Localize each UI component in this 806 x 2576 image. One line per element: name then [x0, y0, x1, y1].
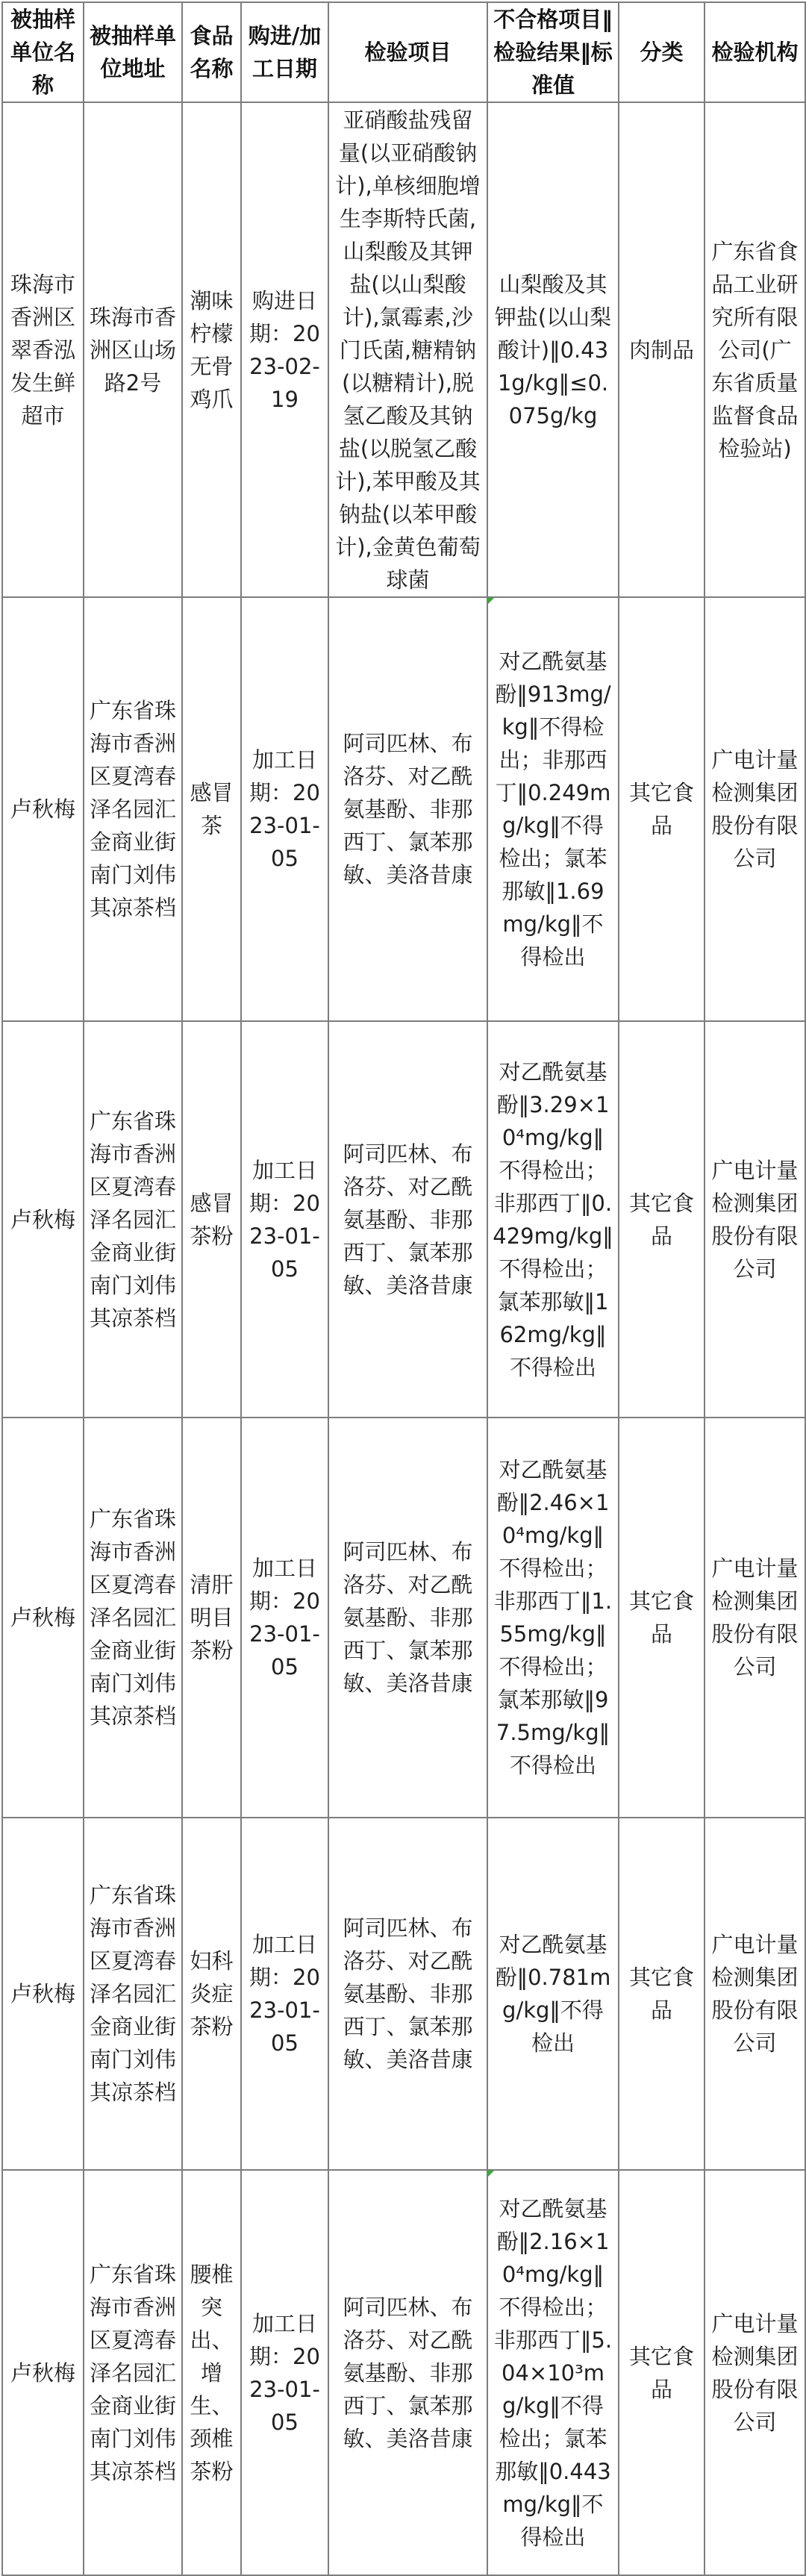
- cell-food: 感冒茶: [182, 597, 241, 1021]
- cell-agency: 广电计量检测集团股份有限公司: [705, 1818, 805, 2170]
- cell-category: 其它食品: [619, 1021, 705, 1418]
- cell-date: 加工日期：2023-01-05: [241, 1418, 328, 1818]
- header-category: 分类: [619, 2, 705, 102]
- cell-address: 广东省珠海市香洲区夏湾春泽名园汇金商业街南门刘伟其凉茶档: [84, 1418, 182, 1818]
- cell-result: 对乙酰氨基酚‖2.46×10⁴mg/kg‖不得检出；非那西丁‖1.55mg/kg‖不得检出；氯苯那敏‖97.5mg/kg‖不得检出: [487, 1418, 619, 1818]
- cell-address: 广东省珠海市香洲区夏湾春泽名园汇金商业街南门刘伟其凉茶档: [84, 597, 182, 1021]
- table-row: [2, 2170, 805, 2575]
- cell-items: 阿司匹林、布洛芬、对乙酰氨基酚、非那西丁、氯苯那敏、美洛昔康: [328, 1418, 487, 1818]
- cell-agency: 广电计量检测集团股份有限公司: [705, 1418, 805, 1818]
- cell-agency: 广东省食品工业研究所有限公司(广东省质量监督食品检验站): [705, 102, 805, 597]
- table-row: [2, 597, 805, 1021]
- table-row: [2, 1418, 805, 1818]
- cell-unit: 卢秋梅: [2, 2170, 84, 2575]
- header-items: 检验项目: [328, 2, 487, 102]
- header-row: [2, 2, 805, 102]
- cell-items: 阿司匹林、布洛芬、对乙酰氨基酚、非那西丁、氯苯那敏、美洛昔康: [328, 1021, 487, 1418]
- cell-unit: 卢秋梅: [2, 1021, 84, 1418]
- cell-unit: 卢秋梅: [2, 597, 84, 1021]
- header-agency: 检验机构: [705, 2, 805, 102]
- header-unit: 被抽样单位名称: [2, 2, 84, 102]
- header-result: 不合格项目‖检验结果‖标准值: [487, 2, 619, 102]
- cell-date: 购进日期：2023-02-19: [241, 102, 328, 597]
- cell-result: 对乙酰氨基酚‖3.29×10⁴mg/kg‖不得检出；非那西丁‖0.429mg/kg‖不得检出；氯苯那敏‖162mg/kg‖不得检出: [487, 1021, 619, 1418]
- table-row: [2, 102, 805, 597]
- cell-unit: 卢秋梅: [2, 1418, 84, 1818]
- header-food: 食品名称: [182, 2, 241, 102]
- cell-date: 加工日期：2023-01-05: [241, 2170, 328, 2575]
- cell-category: 肉制品: [619, 102, 705, 597]
- cell-food: 妇科炎症茶粉: [182, 1818, 241, 2170]
- cell-date: 加工日期：2023-01-05: [241, 597, 328, 1021]
- cell-items: 阿司匹林、布洛芬、对乙酰氨基酚、非那西丁、氯苯那敏、美洛昔康: [328, 1818, 487, 2170]
- cell-food: 感冒茶粉: [182, 1021, 241, 1418]
- cell-address: 广东省珠海市香洲区夏湾春泽名园汇金商业街南门刘伟其凉茶档: [84, 2170, 182, 2575]
- cell-category: 其它食品: [619, 2170, 705, 2575]
- cell-agency: 广电计量检测集团股份有限公司: [705, 597, 805, 1021]
- cell-items: 亚硝酸盐残留量(以亚硝酸钠计),单核细胞增生李斯特氏菌,山梨酸及其钾盐(以山梨酸计),氯霉素,沙门氏菌,糖精钠(以糖精计),脱氢乙酸及其钠盐(以脱氢乙酸计),苯甲酸及其钠盐(以苯甲酸计),金黄色葡萄球菌: [328, 102, 487, 597]
- table-row: [2, 1818, 805, 2170]
- inspection-results-table: [1, 1, 806, 2576]
- cell-result: 对乙酰氨基酚‖0.781mg/kg‖不得检出: [487, 1818, 619, 2170]
- cell-address: 广东省珠海市香洲区夏湾春泽名园汇金商业街南门刘伟其凉茶档: [84, 1818, 182, 2170]
- cell-address: 珠海市香洲区山场路2号: [84, 102, 182, 597]
- cell-category: 其它食品: [619, 1418, 705, 1818]
- table-row: [2, 1021, 805, 1418]
- cell-date: 加工日期：2023-01-05: [241, 1818, 328, 2170]
- cell-unit: 珠海市香洲区翠香泓发生鲜超市: [2, 102, 84, 597]
- cell-result: 山梨酸及其钾盐(以山梨酸计)‖0.431g/kg‖≤0.075g/kg: [487, 102, 619, 597]
- cell-food: 潮味柠檬无骨鸡爪: [182, 102, 241, 597]
- header-date: 购进/加工日期: [241, 2, 328, 102]
- cell-address: 广东省珠海市香洲区夏湾春泽名园汇金商业街南门刘伟其凉茶档: [84, 1021, 182, 1418]
- cell-category: 其它食品: [619, 597, 705, 1021]
- cell-agency: 广电计量检测集团股份有限公司: [705, 1021, 805, 1418]
- cell-items: 阿司匹林、布洛芬、对乙酰氨基酚、非那西丁、氯苯那敏、美洛昔康: [328, 2170, 487, 2575]
- cell-result: 对乙酰氨基酚‖2.16×10⁴mg/kg‖不得检出；非那西丁‖5.04×10³mg/kg‖不得检出；氯苯那敏‖0.443mg/kg‖不得检出: [487, 2170, 619, 2575]
- cell-result: 对乙酰氨基酚‖913mg/kg‖不得检出；非那西丁‖0.249mg/kg‖不得检出；氯苯那敏‖1.69mg/kg‖不得检出: [487, 597, 619, 1021]
- cell-agency: 广电计量检测集团股份有限公司: [705, 2170, 805, 2575]
- cell-unit: 卢秋梅: [2, 1818, 84, 2170]
- cell-items: 阿司匹林、布洛芬、对乙酰氨基酚、非那西丁、氯苯那敏、美洛昔康: [328, 597, 487, 1021]
- header-address: 被抽样单位地址: [84, 2, 182, 102]
- cell-category: 其它食品: [619, 1818, 705, 2170]
- cell-food: 腰椎突出、增生、颈椎茶粉: [182, 2170, 241, 2575]
- cell-food: 清肝明目茶粉: [182, 1418, 241, 1818]
- cell-date: 加工日期：2023-01-05: [241, 1021, 328, 1418]
